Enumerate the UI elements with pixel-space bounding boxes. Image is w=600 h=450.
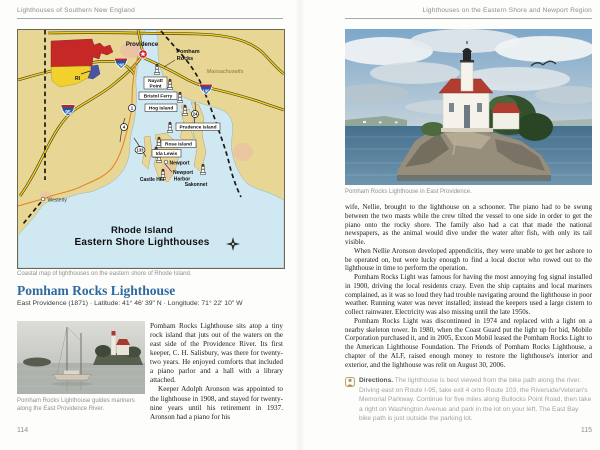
header-rule-right [345, 18, 592, 19]
svg-text:4: 4 [122, 124, 126, 130]
page-number-left: 114 [17, 427, 29, 434]
map-label-pomham: Pomham [176, 49, 200, 55]
map-label-prudence-island: Prudence Island [179, 125, 217, 131]
svg-text:195: 195 [202, 88, 210, 94]
map-label-newport-harbor-1: Newport [173, 170, 193, 176]
pomham-sailboat-photo [17, 321, 145, 394]
boat-cabin [64, 371, 79, 375]
outbuilding [493, 113, 519, 129]
route-marker-24 [192, 111, 199, 118]
capital-star-providence [139, 50, 147, 58]
route-marker-4 [121, 124, 128, 131]
map-label-point: Point [149, 84, 162, 90]
map-label-massachusetts: Massachusetts [206, 69, 244, 75]
map-label-rocks: Rocks [176, 56, 194, 62]
svg-text:133: 133 [136, 147, 144, 153]
directions-label: Directions. [359, 377, 394, 385]
map-label-nayatt: Nayatt [148, 79, 163, 84]
map-label-newport-harbor-2: Harbor [173, 176, 191, 183]
house-door [464, 105, 470, 129]
left-islet [23, 358, 51, 367]
map-label-providence: Providence [125, 42, 159, 48]
body-paragraph: Pomham Rocks Light was discontinued in 1974 and replaced with a light on a nearby skeleton tower. In 1980, when the Coast Guard put the light up for bid, Mobile Corporation purchased it, and in 2005, Exxon Mobil leased the Pomham Rocks Light to the American Lighthouse Foundation. The Friends of Pomham Rocks Lighthouse, a chapter of the ALF, raised enough money to restore the lighthouse's interior and exterior, and the lighthouse was relit on August 30, 2006. [345, 316, 592, 369]
lighthouse-tower [461, 61, 473, 91]
header-rule-left [17, 18, 283, 19]
pomham-lighthouse-photo [345, 29, 592, 185]
directions-text: The lighthouse is best viewed from the bike path along the river. Driving east on Route I-95, take exit 4 onto Route 103, the Riverside/Veteran's Memorial Parkway. Continue for five miles along Bullocks Point Road, then take a right on Washington Avenue and park in the lot on your left. The East Bay bike path is just outside the parking lot. [359, 377, 592, 423]
map-label-rose-island: Rose Island [165, 142, 192, 148]
lighthouse-lantern [112, 331, 116, 336]
map-label-hog-island: Hog Island [148, 106, 174, 112]
body-paragraph: When Nellie Aronson developed appendicitis, they were unable to get her ashore to be operated on, but were lucky enough to find a local doctor who rowed out to the lighthouse in time to perform the operation. [345, 246, 592, 273]
body-paragraph: wife, Nellie, brought to the lighthouse on a schooner. The piano had to be swung between the two masts while the crew tilted the vessel to one side in order to get the piano onto the rocky shore. The family also had a cat that made the national newspapers, as the animal would dive under the water after fish, with only its tail visible. [345, 203, 592, 246]
map-label-sakonnet: Sakonnet [184, 182, 208, 188]
svg-text:1: 1 [130, 105, 134, 111]
svg-text:24: 24 [192, 111, 198, 117]
map-label-bristol-ferry: Bristol Ferry [143, 94, 173, 100]
section-title: Pomham Rocks Lighthouse [17, 283, 176, 298]
route-marker-1 [129, 105, 136, 112]
photo-caption-left: Pomham Rocks Lighthouse guides mariners along the East Providence River. [17, 398, 135, 413]
photo-caption-right: Pomham Rocks Lighthouse in East Providence. [345, 189, 472, 195]
running-head-left: Lighthouses of Southern New England [17, 7, 135, 14]
svg-text:95: 95 [65, 109, 71, 116]
body-column-right [345, 203, 592, 424]
page-number-right: 115 [580, 427, 592, 434]
inset-ri-label: RI [75, 76, 80, 82]
keeper-house [117, 345, 129, 355]
map-label-newport: Newport [169, 160, 190, 167]
house-porch [441, 128, 493, 132]
boat-reflection [52, 382, 92, 386]
running-head-right: Lighthouses on the Eastern Shore and Newport Region [422, 7, 592, 14]
map-title-line1: Rhode Island [110, 225, 174, 236]
town-dot-westerly [41, 197, 45, 201]
body-column-left [150, 322, 283, 422]
body-paragraph: Pomham Rocks Light was famous for having the most annoying fog signal installed in 1900, driving the local residents crazy. Even the ship captains and local mariners complained, as it was so loud they had trouble navigating around the lighthouse in poor weather. Running water was never installed; instead the keepers used a large cistern to collect rainwater. Electricity was also missing until the late 1950s. [345, 273, 592, 316]
lighthouse-lantern [463, 52, 471, 61]
directions-block [345, 376, 592, 424]
region-map [18, 30, 284, 268]
svg-text:295: 295 [117, 62, 125, 68]
lighthouse-tower [111, 335, 116, 355]
map-caption: Coastal map of lighthouses on the eastern shore of Rhode Island. [17, 271, 192, 277]
route-marker-133 [135, 147, 145, 154]
section-subtitle: East Providence (1871) · Latitude: 41° 46' 39" N · Longitude: 71° 22' 10" W [17, 300, 243, 307]
map-label-ida-lewis: Ida Lewis [155, 152, 178, 158]
map-label-westerly: Westerly [47, 197, 67, 204]
map-frame [17, 29, 285, 269]
body-paragraph: Keeper Adolph Aronson was appointed to the lighthouse in 1908, and stayed for twenty-nine years until his retirement in 1937. Aronson had a piano for his [150, 385, 283, 421]
map-label-castle-hill: Castle Hill [139, 177, 165, 183]
boat-hull [53, 375, 91, 381]
body-paragraph: Pomham Rocks Lighthouse sits atop a tiny rock island that juts out of the waters on the east side of the Providence River. Its first keeper, C. H. Salisbury, was there for twenty-two years. He enjoyed comforts that included a piano parlor and a hall with a library attached. [150, 322, 283, 385]
town-dot-newport [164, 160, 168, 164]
map-title-line2: Eastern Shore Lighthouses [74, 237, 210, 248]
directions-icon [345, 377, 355, 387]
